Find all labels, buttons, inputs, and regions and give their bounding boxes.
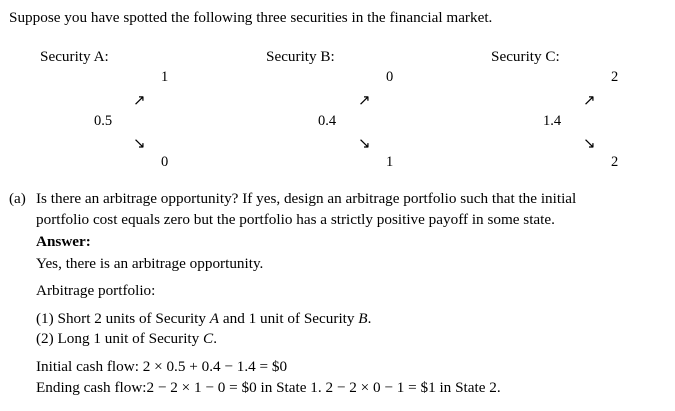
portfolio-item-1-var-b: B xyxy=(358,310,368,327)
security-a-up-payoff: 1 xyxy=(161,69,169,85)
down-arrow-icon: ↘ xyxy=(133,134,146,152)
security-a-down-payoff: 0 xyxy=(161,154,169,170)
security-b-down-payoff: 1 xyxy=(386,154,394,170)
portfolio-item-2-var-c: C xyxy=(203,330,214,347)
portfolio-item-1-suffix: . xyxy=(367,310,372,327)
down-arrow-icon: ↘ xyxy=(358,134,371,152)
security-a-price: 0.5 xyxy=(94,113,113,129)
security-c-price: 1.4 xyxy=(543,113,562,129)
security-c-up-payoff: 2 xyxy=(611,69,619,85)
down-arrow-icon: ↘ xyxy=(583,134,596,152)
question-line-1: Is there an arbitrage opportunity? If yes, design an arbitrage portfolio such that the initial xyxy=(36,190,577,207)
security-a-label: Security A: xyxy=(40,48,109,65)
question-label: (a) xyxy=(9,190,26,207)
portfolio-label: Arbitrage portfolio: xyxy=(36,282,156,299)
ending-cash-flow: Ending cash flow:2 − 2 × 1 − 0 = $0 in State 1. 2 − 2 × 0 − 1 = $1 in State 2. xyxy=(36,379,501,396)
security-b-label: Security B: xyxy=(266,48,335,65)
portfolio-item-2-prefix: (2) Long 1 unit of Security xyxy=(36,330,204,347)
portfolio-item-1-prefix: (1) Short 2 units of Security xyxy=(36,310,210,327)
security-c-down-payoff: 2 xyxy=(611,154,619,170)
up-arrow-icon: ↗ xyxy=(583,91,596,109)
security-b-price: 0.4 xyxy=(318,113,337,129)
up-arrow-icon: ↗ xyxy=(133,91,146,109)
security-b-up-payoff: 0 xyxy=(386,69,394,85)
portfolio-item-2-suffix: . xyxy=(213,330,217,347)
initial-cash-flow: Initial cash flow: 2 × 0.5 + 0.4 − 1.4 = $0 xyxy=(36,358,288,375)
portfolio-item-1-mid: and 1 unit of Security xyxy=(219,310,359,327)
answer-label: Answer: xyxy=(36,233,91,250)
portfolio-item-2 xyxy=(36,330,217,348)
question-line-2: portfolio cost equals zero but the portfolio has a strictly positive payoff in some state. xyxy=(36,211,555,228)
up-arrow-icon: ↗ xyxy=(358,91,371,109)
security-c-label: Security C: xyxy=(491,48,560,65)
intro-text: Suppose you have spotted the following three securities in the financial market. xyxy=(9,9,493,26)
answer-text: Yes, there is an arbitrage opportunity. xyxy=(36,255,264,272)
portfolio-item-1-var-a: A xyxy=(209,310,220,327)
portfolio-item-1 xyxy=(36,310,371,328)
